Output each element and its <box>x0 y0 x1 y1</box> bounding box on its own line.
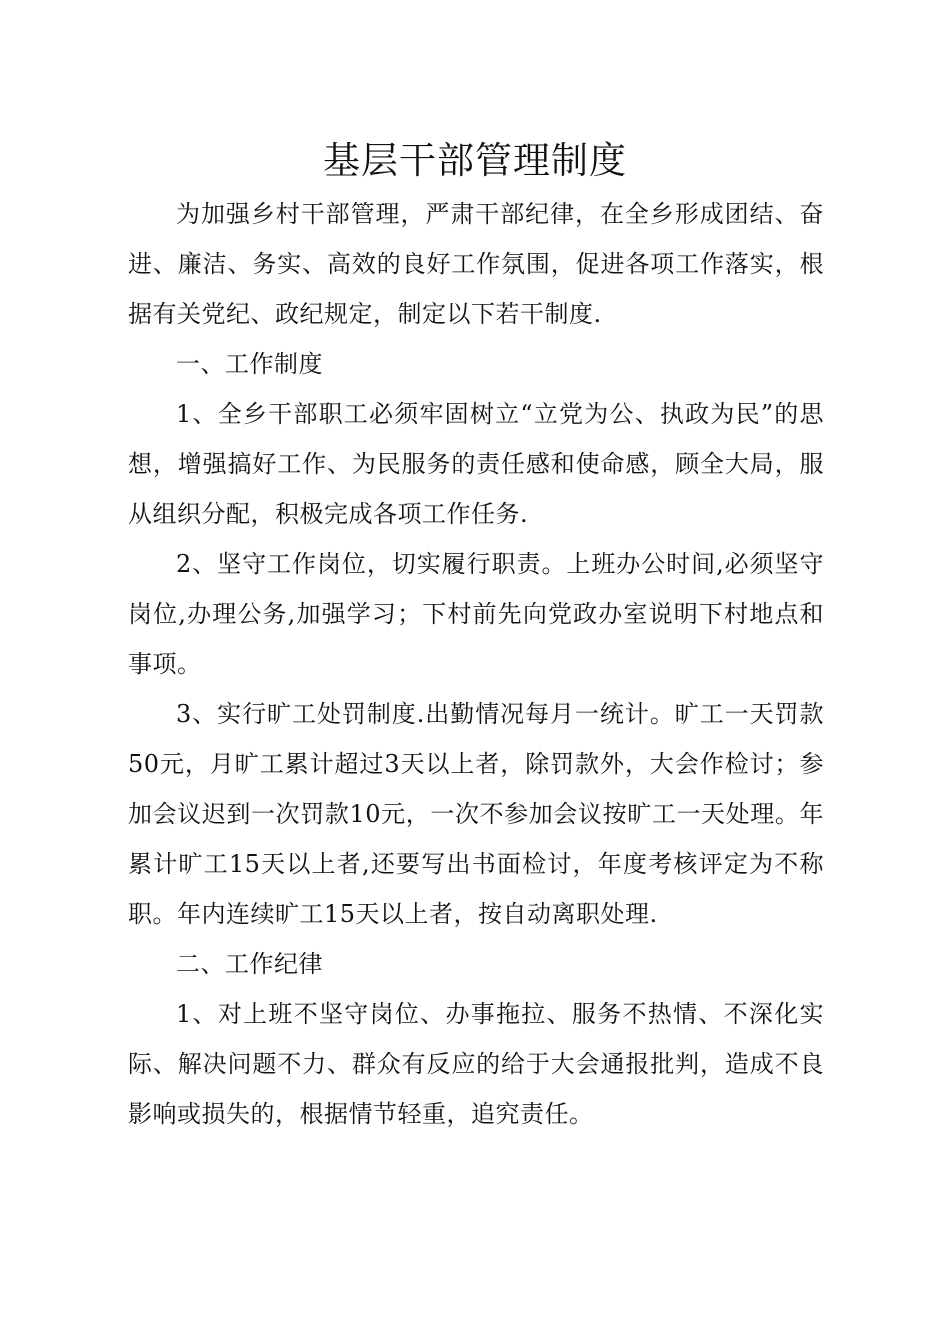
intro-paragraph: 为加强乡村干部管理，严肃干部纪律，在全乡形成团结、奋进、廉洁、务实、高效的良好工作氛围，促进各项工作落实，根据有关党纪、政纪规定，制定以下若干制度. <box>128 200 824 328</box>
document-body <box>128 189 824 1139</box>
paragraph-work-system-2: 2、坚守工作岗位，切实履行职责。上班办公时间,必须坚守岗位,办理公务,加强学习；下村前先向党政办室说明下村地点和事项。 <box>128 550 824 678</box>
paragraph-work-system-3: 3、实行旷工处罚制度.出勤情况每月一统计。旷工一天罚款50元，月旷工累计超过3天以上者，除罚款外，大会作检讨；参加会议迟到一次罚款10元，一次不参加会议按旷工一天处理。年累计旷工15天以上者,还要写出书面检讨，年度考核评定为不称职。年内连续旷工15天以上者，按自动离职处理. <box>128 700 824 928</box>
paragraph-work-discipline-1: 1、对上班不坚守岗位、办事拖拉、服务不热情、不深化实际、解决问题不力、群众有反应的给于大会通报批判，造成不良影响或损失的，根据情节轻重，追究责任。 <box>128 1000 824 1128</box>
paragraph-work-system-1: 1、全乡干部职工必须牢固树立“立党为公、执政为民”的思想，增强搞好工作、为民服务的责任感和使命感，顾全大局，服从组织分配，积极完成各项工作任务. <box>128 400 824 528</box>
document-title: 基层干部管理制度 <box>323 139 627 182</box>
section-heading-work-discipline: 二、工作纪律 <box>176 950 323 978</box>
section-heading-work-system: 一、工作制度 <box>176 350 323 378</box>
